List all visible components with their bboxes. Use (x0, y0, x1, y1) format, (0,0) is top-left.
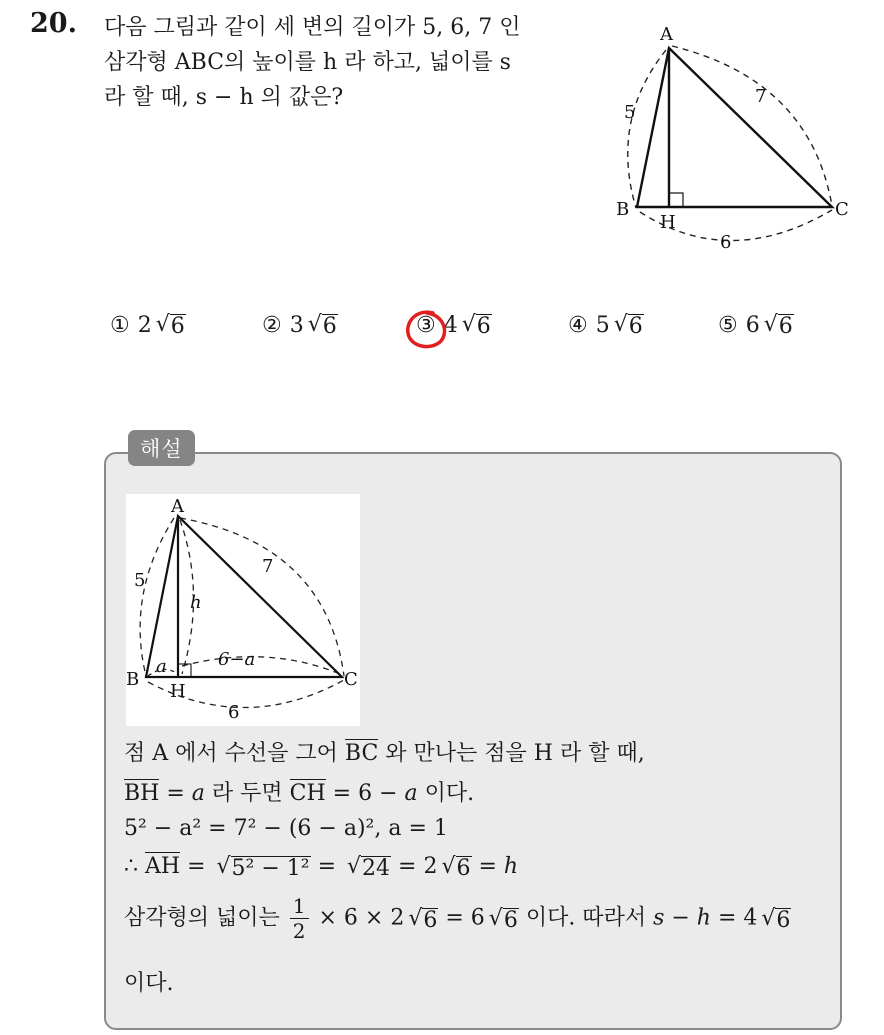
frac-numerator: 1 (290, 894, 309, 919)
solution-line-6: 이다. (124, 971, 174, 996)
choice-4-radicand: 6 (628, 314, 643, 339)
radicand-5: 6 (503, 907, 518, 933)
question-number: 20. (30, 8, 77, 39)
answer-choices (110, 312, 830, 352)
choice-3-radicand: 6 (476, 314, 491, 339)
choice-5-radicand: 6 (778, 314, 793, 339)
choice-5-coef: 6 (745, 313, 760, 338)
sol-l2-text-3: = 6 − (325, 781, 405, 806)
sol-l5-text-5: = 4 (710, 905, 758, 931)
sqrt-6: √ 6 (761, 905, 791, 933)
sqrt-3: √ 6 (441, 854, 471, 881)
var-a: a (191, 781, 205, 806)
sqrt-5: √ 6 (488, 905, 518, 933)
sqrt-2: √ 24 (347, 854, 391, 881)
sol-label-h: H (170, 681, 186, 702)
sol-label-c: C (344, 669, 358, 690)
radicand-1: 5² − 1² (231, 856, 310, 881)
sol-label-side-ac: 7 (262, 556, 274, 577)
choice-5-number: ⑤ (718, 313, 738, 338)
question-line-3: 라 할 때, s − h 의 값은? (104, 85, 344, 110)
choice-2-sqrt: √ 6 (307, 312, 337, 339)
sol-l2-text-4: 이다. (417, 781, 475, 806)
selected-answer-mark (403, 307, 449, 353)
label-side-ac: 7 (755, 86, 767, 107)
sol-l5-text-4: 이다. 따라서 (518, 905, 654, 931)
sqrt-1: √ 5² − 1² (216, 854, 310, 881)
solution-tag: 해설 (128, 430, 195, 466)
sqrt-4: √ 6 (408, 905, 438, 933)
question-line-1: 다음 그림과 같이 세 변의 길이가 5, 6, 7 인 (104, 15, 521, 40)
triangle-abc (637, 48, 832, 207)
radicand-6: 6 (776, 907, 791, 933)
segment-bh: BH (124, 781, 160, 806)
radicand-2: 24 (362, 856, 391, 881)
right-angle-mark (669, 193, 683, 207)
sol-l4-text-3: = 2 (391, 854, 438, 879)
radicand-4: 6 (423, 907, 438, 933)
sol-label-a: A (171, 496, 184, 517)
frac-denominator: 2 (292, 919, 306, 943)
arc-ab (628, 50, 666, 208)
question-text (104, 10, 594, 115)
triangle-figure (610, 20, 850, 255)
sol-label-side-ab: 5 (134, 570, 146, 591)
choice-2-radicand: 6 (322, 314, 337, 339)
label-b: B (616, 199, 630, 220)
label-h: H (660, 212, 676, 233)
minus-sign: − (664, 905, 697, 931)
label-side-ab: 5 (624, 102, 636, 123)
var-a-2: a (404, 781, 418, 806)
sol-l1-text-1: 점 A 에서 수선을 그어 (124, 741, 345, 766)
sol-l4-text-4: = (471, 854, 504, 879)
choice-4-number: ④ (568, 313, 588, 338)
choice-2-number: ② (262, 313, 282, 338)
radicand-3: 6 (456, 856, 471, 881)
choice-2-coef: 3 (289, 313, 304, 338)
solution-line-1 (124, 736, 645, 767)
sol-label-hc: 6−a (218, 649, 256, 670)
solution-line-3: 5² − a² = 7² − (6 − a)², a = 1 (124, 816, 448, 841)
var-h-2: h (696, 905, 711, 931)
choice-3-coef: 4 (443, 313, 458, 338)
choice-5-sqrt: √ 6 (763, 312, 793, 339)
segment-ah: AH (145, 854, 181, 879)
var-h: h (503, 854, 519, 879)
choice-2[interactable] (262, 312, 338, 339)
sol-l4-text-2: = (310, 854, 344, 879)
sol-arc-ab (140, 518, 174, 676)
choice-1-radicand: 6 (170, 314, 185, 339)
sol-l1-text-2: 와 만나는 점을 H 라 할 때, (378, 741, 645, 766)
solution-line-2 (124, 776, 474, 807)
choice-4-coef: 5 (595, 313, 610, 338)
choice-4[interactable] (568, 312, 644, 339)
choice-1-number: ① (110, 313, 130, 338)
choice-1-coef: 2 (137, 313, 152, 338)
segment-bc: BC (344, 741, 379, 766)
choice-3-number: ③ (416, 313, 436, 338)
sol-label-bh: a (156, 656, 167, 677)
sol-arc-hc (182, 657, 340, 674)
sol-l4-text-1: = (180, 854, 213, 879)
sol-l5-text-3: = 6 (438, 905, 485, 931)
sol-l5-text-2: × 6 × 2 (311, 905, 405, 931)
label-a: A (660, 24, 673, 45)
question-line-2: 삼각형 ABC의 높이를 h 라 하고, 넓이를 s (104, 50, 511, 75)
label-c: C (835, 199, 849, 220)
var-s: s (653, 905, 665, 931)
solution-line-5 (124, 894, 791, 943)
segment-ch: CH (289, 781, 326, 806)
sol-label-b: B (126, 669, 140, 690)
sol-l5-text-1: 삼각형의 넓이는 (124, 905, 287, 931)
choice-4-sqrt: √ 6 (613, 312, 643, 339)
choice-1[interactable] (110, 312, 186, 339)
sol-label-height: h (190, 592, 202, 613)
sol-label-side-bc: 6 (228, 702, 240, 723)
sol-l2-text-2: 라 두면 (204, 781, 290, 806)
solution-line-4 (124, 854, 518, 881)
sol-l2-text-1: = (159, 781, 192, 806)
therefore-symbol: ∴ (124, 854, 145, 879)
choice-1-sqrt: √ 6 (155, 312, 185, 339)
solution-figure (126, 494, 360, 726)
choice-3-sqrt: √ 6 (461, 312, 491, 339)
fraction-half (290, 894, 309, 943)
choice-5[interactable] (718, 312, 794, 339)
label-side-bc: 6 (720, 232, 732, 253)
